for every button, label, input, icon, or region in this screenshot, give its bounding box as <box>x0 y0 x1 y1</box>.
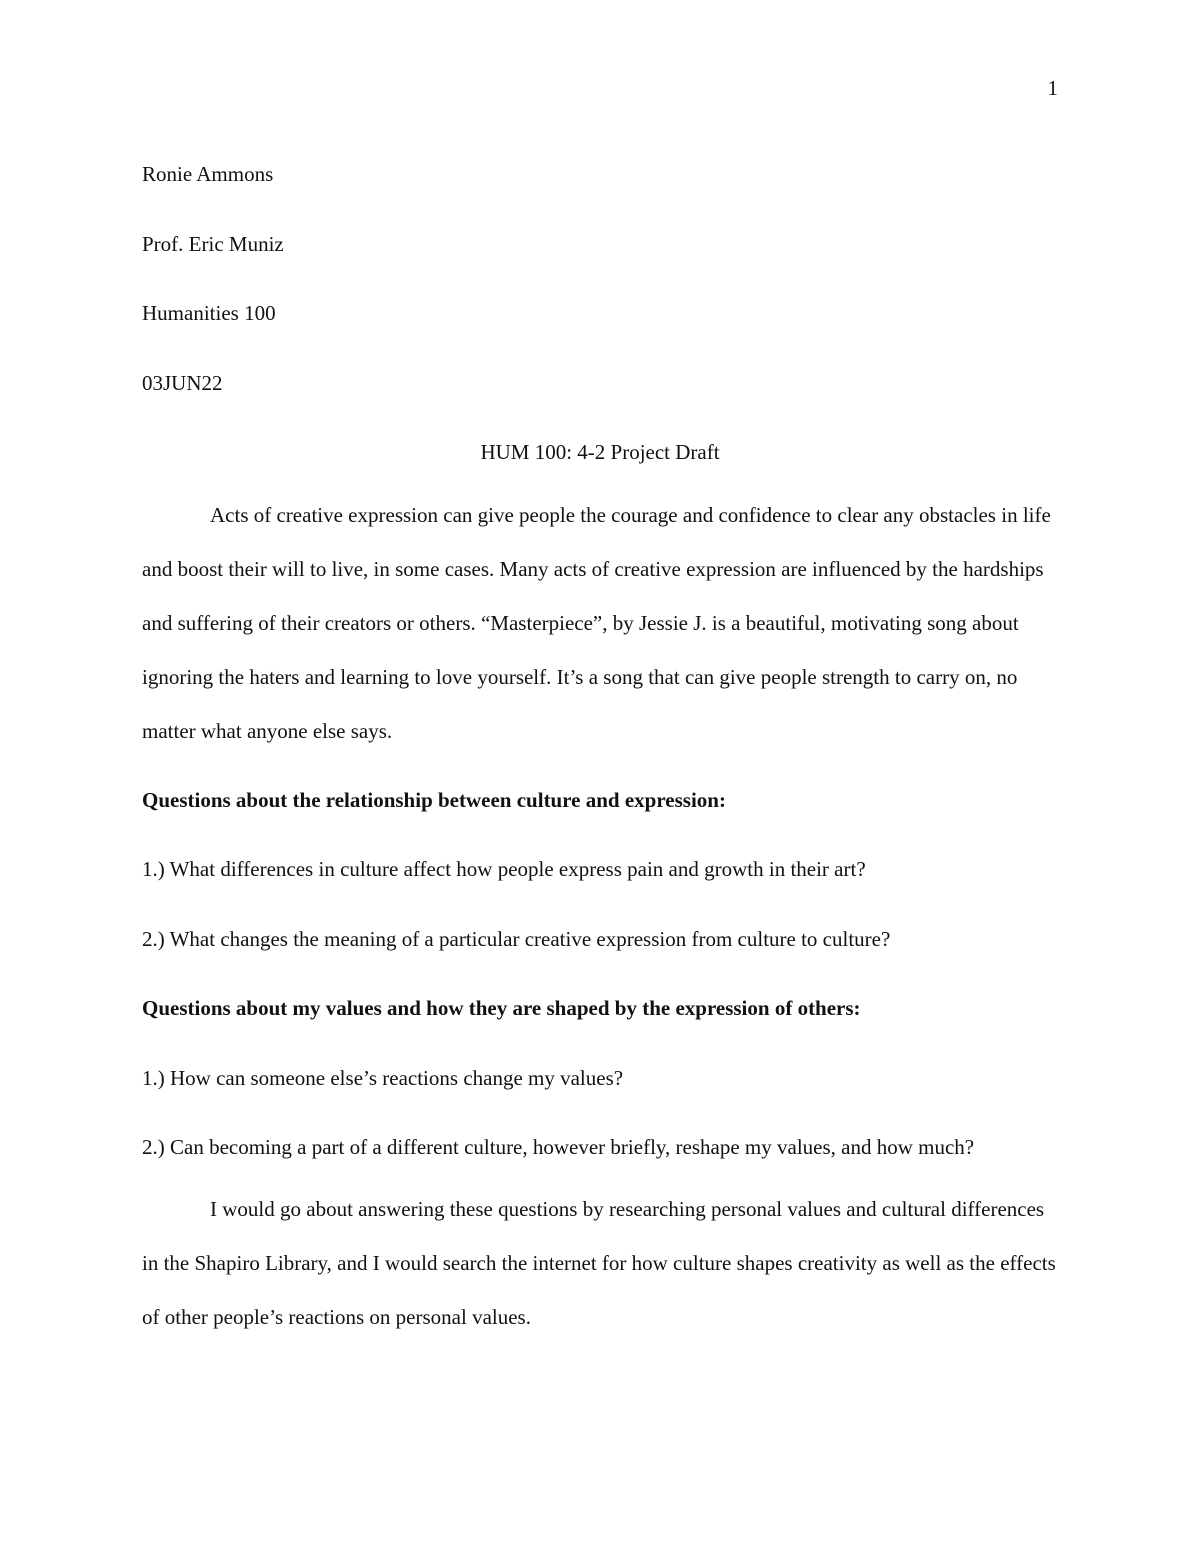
date: 03JUN22 <box>142 370 223 395</box>
professor-name: Prof. Eric Muniz <box>142 231 284 256</box>
author-name: Ronie Ammons <box>142 162 274 186</box>
document-body <box>142 140 1058 1344</box>
section-heading-values: Questions about my values and how they are shaped by the expression of others: <box>142 996 861 1020</box>
question-item: 1.) How can someone else’s reactions change my values? <box>142 1065 624 1090</box>
question-item: 2.) What changes the meaning of a particular creative expression from culture to culture? <box>142 926 891 951</box>
question-item: 1.) What differences in culture affect how people express pain and growth in their art? <box>142 857 866 881</box>
page-number: 1 <box>1047 76 1058 100</box>
spacer <box>142 1174 1058 1182</box>
closing-paragraph: I would go about answering these questions by researching personal values and cultural differences in the Shapiro Library, and I would search the internet for how culture shapes creativity as well as the effects of other people’s reactions on personal values. <box>142 1197 1056 1329</box>
intro-paragraph: Acts of creative expression can give people the courage and confidence to clear any obstacles in life and boost their will to live, in some cases. Many acts of creative expression are influenced by the hardships and suffering of their creators or others. “Masterpiece”, by Jessie J. is a beautiful, motivating song about ignoring the haters and learning to love yourself. It’s a song that can give people strength to carry on, no matter what anyone else says. <box>142 502 1051 743</box>
document-title: HUM 100: 4-2 Project Draft <box>480 440 720 464</box>
question-item: 2.) Can becoming a part of a different culture, however briefly, reshape my values, and how much? <box>142 1135 975 1159</box>
course-name: Humanities 100 <box>142 301 276 325</box>
spacer <box>142 758 1058 766</box>
section-heading-culture: Questions about the relationship between culture and expression: <box>142 787 726 812</box>
